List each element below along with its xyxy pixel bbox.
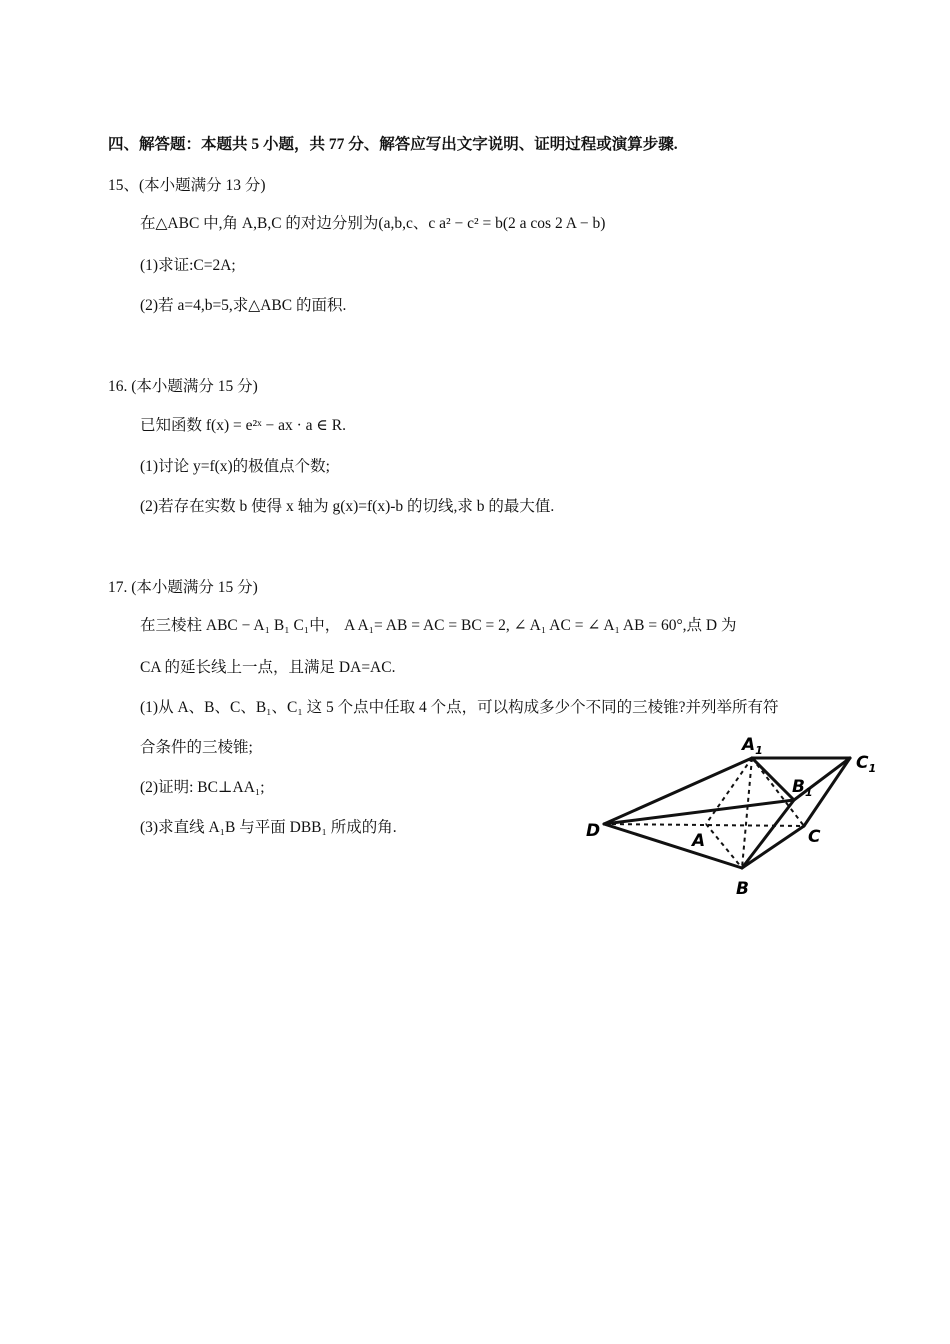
label-C1: $C_1$ — [856, 753, 877, 775]
prism-figure — [582, 728, 892, 904]
edge-B-C — [742, 826, 804, 868]
q16-stem: 已知函数 f(x) = e²ˣ − ax · a ∈ R. — [140, 417, 346, 434]
label-B1: $B_1$ — [792, 777, 813, 799]
q15-part2: (2)若 a=4,b=5,求△ABC 的面积. — [140, 297, 347, 314]
edge-B1-B — [742, 800, 794, 868]
label-B: B — [736, 879, 749, 899]
q17-header: 17. (本小题满分 15 分) — [108, 579, 258, 596]
q16-part1: (1)讨论 y=f(x)的极值点个数; — [140, 458, 330, 475]
dashed-A1-B — [742, 758, 752, 868]
edge-D-B — [604, 824, 742, 868]
q16-header: 16. (本小题满分 15 分) — [108, 378, 258, 395]
q15-header: 15、(本小题满分 13 分) — [108, 177, 266, 194]
edge-A1-B1 — [752, 758, 794, 800]
q15-part1: (1)求证:C=2A; — [140, 257, 236, 274]
q15-stem: 在△ABC 中,角 A,B,C 的对边分别为(a,b,c、c a² − c² = b(2 a cos 2 A − b) — [140, 215, 606, 232]
label-D: D — [586, 821, 601, 841]
q17-stem: 在三棱柱 ABC − A₁ B₁ C₁中， A A₁= AB = AC = BC = 2, ∠ A₁ AC = ∠ A₁ AB = 60°,点 D 为 — [140, 617, 737, 634]
q17-stem-continued: CA 的延长线上一点，且满足 DA=AC. — [140, 659, 396, 676]
q17-part2: (2)证明: BC⊥AA₁; — [140, 779, 265, 796]
q16-part2: (2)若存在实数 b 使得 x 轴为 g(x)=f(x)-b 的切线,求 b 的最大值. — [140, 498, 555, 515]
label-A: A — [692, 831, 706, 851]
q17-part1: (1)从 A、B、C、B₁、C₁ 这 5 个点中任取 4 个点，可以构成多少个不同的三棱锥?并列举所有符 — [140, 699, 779, 716]
q17-part3: (3)求直线 A₁B 与平面 DBB₁ 所成的角. — [140, 819, 397, 836]
label-A1: $A_1$ — [742, 735, 763, 757]
label-C: C — [808, 827, 821, 847]
section-heading: 四、解答题：本题共 5 小题，共 77 分、解答应写出文字说明、证明过程或演算步骤. — [108, 136, 678, 153]
q17-part1-continued: 合条件的三棱锥; — [140, 739, 253, 756]
